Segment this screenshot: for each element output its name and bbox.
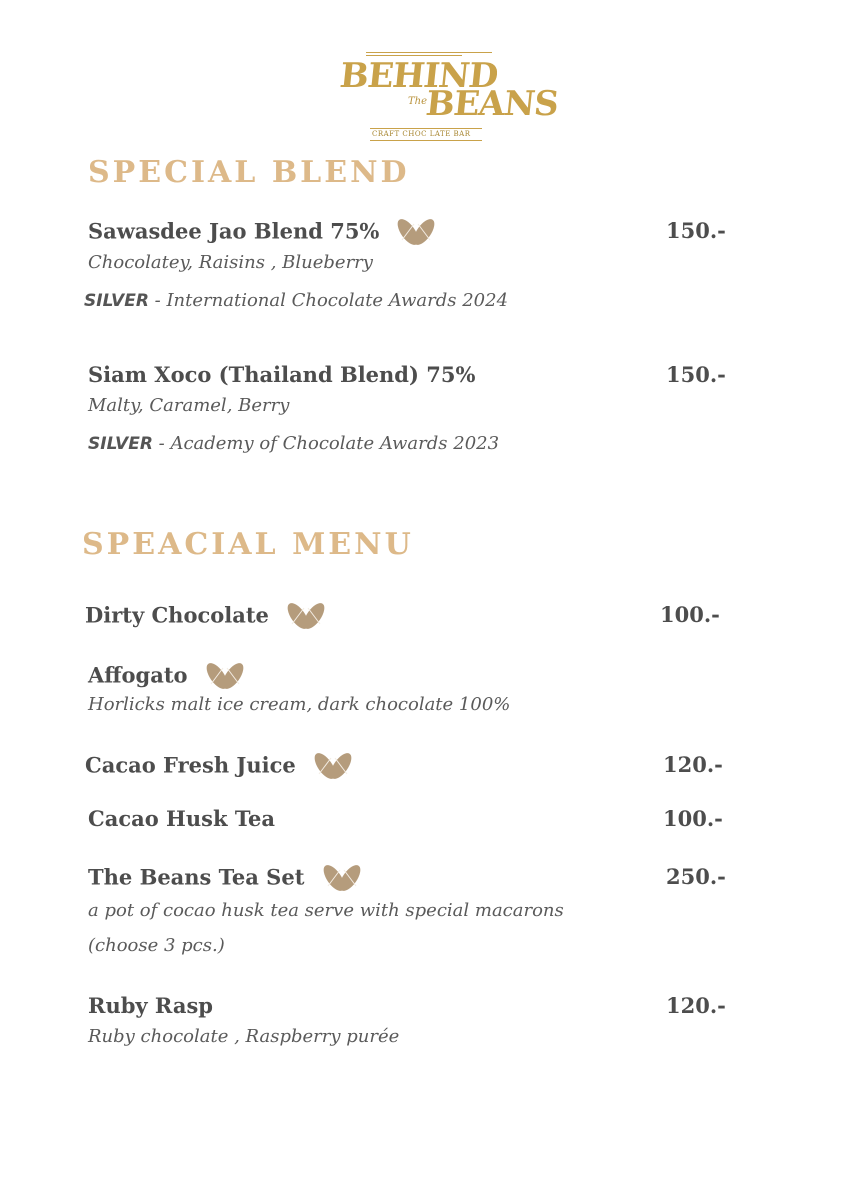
item-award — [88, 433, 499, 454]
logo-rule-bottom-2 — [370, 140, 482, 141]
item-description-2: (choose 3 pcs.) — [88, 935, 225, 956]
menu-item-sawasdee-jao — [88, 216, 442, 252]
item-description: Chocolatey, Raisins , Blueberry — [88, 252, 373, 273]
cacao-pod-icon — [390, 216, 442, 252]
item-name: Cacao Husk Tea — [88, 806, 276, 831]
award-text: - Academy of Chocolate Awards 2023 — [152, 433, 500, 454]
award-text: - International Chocolate Awards 2024 — [148, 290, 509, 311]
item-name: Cacao Fresh Juice — [85, 752, 296, 778]
menu-item-cacao-husk-tea — [88, 806, 275, 831]
item-description: Ruby chocolate , Raspberry purée — [88, 1026, 400, 1047]
logo-rule-bottom — [370, 128, 482, 129]
menu-item-cacao-fresh-juice — [85, 750, 359, 786]
item-price: 120.- — [666, 993, 726, 1018]
cacao-pod-icon — [280, 600, 332, 636]
menu-item-beans-tea-set — [88, 862, 368, 898]
section-title-speacial-menu: SPEACIAL MENU — [82, 527, 414, 562]
logo-rule-top — [366, 52, 492, 53]
menu-item-affogato — [88, 660, 251, 696]
logo-tagline: CRAFT CHOC LATE BAR — [372, 130, 471, 138]
cacao-pod-icon — [199, 660, 251, 696]
menu-item-dirty-chocolate — [85, 600, 332, 636]
item-price: 150.- — [666, 218, 726, 243]
item-award — [84, 290, 508, 311]
item-name: Affogato — [88, 662, 188, 688]
menu-item-siam-xoco — [88, 362, 475, 387]
brand-logo — [336, 50, 560, 150]
logo-word-the: The — [408, 96, 428, 107]
item-price: 250.- — [666, 864, 726, 889]
item-name: Sawasdee Jao Blend 75% — [88, 218, 380, 244]
item-name: Ruby Rasp — [88, 993, 213, 1018]
cacao-pod-icon — [316, 862, 368, 898]
menu-item-ruby-rasp — [88, 993, 213, 1018]
cacao-pod-icon — [307, 750, 359, 786]
item-description: Horlicks malt ice cream, dark chocolate 100% — [88, 694, 511, 715]
item-description: Malty, Caramel, Berry — [88, 395, 290, 416]
item-name: Dirty Chocolate — [85, 602, 269, 628]
award-rank: SILVER — [88, 434, 153, 454]
item-price: 100.- — [663, 806, 723, 831]
item-description: a pot of cocao husk tea serve with special macarons — [88, 900, 564, 921]
item-name: The Beans Tea Set — [88, 864, 305, 890]
item-price: 150.- — [666, 362, 726, 387]
item-price: 100.- — [660, 602, 720, 627]
item-name: Siam Xoco (Thailand Blend) 75% — [88, 362, 476, 387]
award-rank: SILVER — [84, 291, 149, 311]
item-price: 120.- — [663, 752, 723, 777]
logo-word-beans: BEANS — [423, 84, 560, 124]
logo-word-behind: BEHIND — [337, 56, 500, 96]
section-title-special-blend: SPECIAL BLEND — [88, 155, 410, 190]
